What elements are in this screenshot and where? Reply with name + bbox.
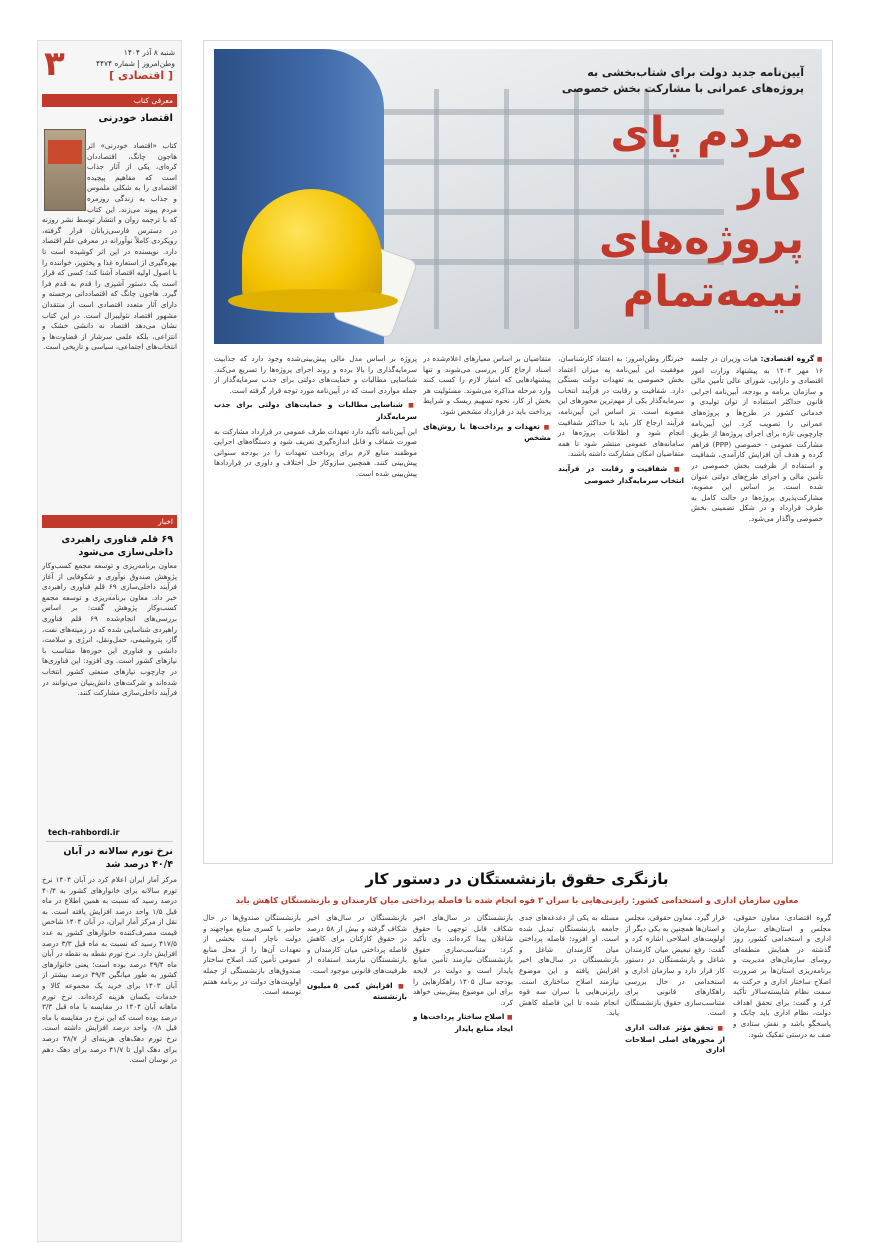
news1-text: معاون برنامه‌ریزی و توسعه مجمع کسب‌وکار پژوهش صندوق نوآوری و شکوفایی از آغاز فرآیند داخلی‌سازی ۶۹ قلم فناوری راهبردی خبر داد. معاون برنامه‌ریزی و توسعه مجمع کسب‌وکار پژوهش گفت: بر اساس بررسی‌های انجام‌شده ۶۹ قلم فناوری راهبردی شناسایی شده که در زمینه‌های نفت، گاز، پتروشیمی، حمل‌ونقل، انرژی و سلامت، دانشی و فناوری این حوزه‌ها متناسب با نیازهای کشور است. وی افزود: این فناوری‌ها در چارچوب نیازهای صنعتی کشور انتخاب شده‌اند و شرکت‌های دانش‌بنیان می‌توانند در فرآیند داخلی‌سازی مشارکت کنند. xyxy=(42,561,177,698)
section-name: [ اقتصادی ] xyxy=(109,69,173,82)
column-text: این آیین‌نامه تأکید دارد تعهدات طرف عمومی در قرارداد مشارکت به صورت شفاف و قابل اندازه‌گیری تعریف شود و دستگاه‌های اجرایی موظفند منابع لازم برای پرداخت تعهدات را در بودجه سنواتی پیش‌بینی کنند. همچنین سازوکار حل اختلاف و داوری در قراردادها پیش‌بینی شده است. xyxy=(214,426,417,478)
column-text: قرار گیرد. معاون حقوقی، مجلس و استان‌ها همچنین به یکی دیگر از اولویت‌های اصلاحی اشاره کرد و گفت: رفع تبعیض میان کارمندان شاغل و بازنشستگان در دستور کار قرار دارد و سازمان اداری و استخدامی در حال بررسی راهکارهای قانونی برای متناسب‌سازی حقوق بازنشستگان است. xyxy=(625,913,725,1018)
story-column-3 xyxy=(423,354,551,859)
story2-column-1 xyxy=(733,913,831,1238)
column-text: متقاضیان بر اساس معیارهای اعلام‌شده در اسناد ارجاع کار بررسی می‌شوند و تنها پیشنهادهایی که امتیاز لازم را کسب کنند وارد مرحله مذاکره می‌شوند. مسئولیت هر بخش از کار، نحوه تسهیم ریسک و شرایط پرداخت باید در قرارداد مشخص شود. xyxy=(423,354,551,416)
subheading: ■ شفافیت و رقابت در فرآیند انتخاب سرمایه‌گذار خصوصی xyxy=(558,464,684,486)
story2-headline: بازنگری حقوق بازنشستگان در دستور کار xyxy=(365,870,669,888)
news2-body xyxy=(42,875,177,1235)
scaffold-post xyxy=(504,89,509,329)
story2-kicker: معاون سازمان اداری و استخدامی کشور: رایزنی‌هایی با سران ۳ قوه انجام شده تا فاصله پرداختی میان کارمندان و بازنشستگان کاهش یابد xyxy=(235,895,799,905)
headline-line3: نیمه‌تمام xyxy=(622,267,804,317)
story2-column-5 xyxy=(307,913,407,1238)
column-text: بازنشستگان در سال‌های اخیر شکاف قابل توجهی با حقوق شاغلان پیدا کرده‌اند. وی تأکید کرد: متناسب‌سازی حقوق بازنشستگان نیازمند تأمین منابع پایدار است و دولت در لایحه بودجه سال ۱۴۰۵ راهکارهایی را برای این موضوع پیش‌بینی خواهد کرد. xyxy=(413,913,513,1007)
column-text: پروژه بر اساس مدل مالی پیش‌بینی‌شده وجود دارد که جذابیت سرمایه‌گذاری را بالا برده و روند اجرای پروژه‌ها را تسریع می‌کند. شناسایی مطالبات و حمایت‌های دولتی برای جذب سرمایه‌گذار از جمله مواردی است که در آیین‌نامه مورد توجه قرار گرفته است. xyxy=(214,354,417,395)
column-text: هیات وزیران در جلسه ۱۶ مهر ۱۴۰۴ به پیشنهاد وزارت امور اقتصادی و دارایی، شورای عالی تأمین مالی و سازمان برنامه و بودجه، آیین‌نامه اجرایی قانون حداکثر استفاده از توان تولیدی و خدماتی کشور در طرح‌ها و پروژه‌های عمرانی را تصویب کرد. این آیین‌نامه چارچوبی تازه برای اجرای پروژه‌ها از طریق مشارکت عمومی - خصوصی (PPP) فراهم کرده و هدف آن افزایش کارآمدی، شفافیت و استفاده از ظرفیت بخش خصوصی در تأمین مالی و اجرای طرح‌های دولتی عنوان شده است. بر اساس این مصوبه، مشارکت‌پذیری پروژه‌ها در حالت کامل به طرف قرارداد و در شکل تضمینی بخش خصوصی واگذار می‌شود. xyxy=(691,354,823,523)
date-text: شنبه ۸ آذر ۱۴۰۴ xyxy=(123,48,175,57)
subheading: ■ افزایش کمی ۵ میلیون بازنشسته xyxy=(307,981,407,1003)
page-number: ۳ xyxy=(44,44,65,84)
headline-line2: پروژه‌های xyxy=(598,214,804,264)
scaffold-post xyxy=(434,89,439,329)
subheading: ■ تعهدات و پرداخت‌ها با روش‌های مشخص xyxy=(423,422,551,444)
news2-text: مرکز آمار ایران اعلام کرد در آبان ۱۴۰۴ نرخ تورم سالانه برای خانوارهای کشور به ۴۰/۴ درصد رسید که نسبت به همین اطلاع در ماه قبل ۱/۵ واحد درصد افزایش یافته است. به نقل از مرکز آمار ایران، در آبان ۱۴۰۴ شاخص قیمت مصرف‌کننده خانوارهای کشور به عدد ۴۱۷/۵ رسید که نسبت به ماه قبل ۳/۳ درصد افزایش دارد. نرخ تورم نقطه به نقطه در آبان ماه ۴۹/۴ درصد بوده است؛ یعنی خانوارهای کشور به طور میانگین ۴۹/۴ درصد بیشتر از آبان ۱۴۰۳ برای خرید یک مجموعه کالا و خدمات یکسان هزینه کرده‌اند. نرخ تورم ماهانه آبان ۱۴۰۴ در مقایسه با ماه قبل ۳/۳ درصد بوده است که این نرخ در مقایسه با ماه قبل ۰/۸ واحد درصد افزایش داشته است. نرخ تورم دهک‌های هزینه‌ای از ۳۸/۷ درصد برای دهک اول تا ۴۱/۷ درصد برای دهک دهم در نوسان است. xyxy=(42,875,177,1065)
column-text: خبرنگار وطن‌امروز: به اعتقاد کارشناسان، موفقیت این آیین‌نامه به میزان اعتماد بخش خصوصی به تعهدات دولت بستگی دارد. شفافیت و رقابت در فرآیند انتخاب سرمایه‌گذار یکی از مهم‌ترین محورهای این مصوبه است. بر اساس این آیین‌نامه، فرآیند ارجاع کار باید با حداکثر شفافیت انجام شود و اطلاعات پروژه‌ها در سامانه‌های عمومی منتشر شود تا همه متقاضیان امکان مشارکت داشته باشند. xyxy=(558,354,684,459)
book-section-bar: معرفی کتاب xyxy=(42,94,177,107)
subheading: ■ شناسایی مطالبات و حمایت‌های دولتی برای جذب سرمایه‌گذار xyxy=(214,400,417,422)
news-section-bar: اخبار xyxy=(42,515,177,528)
story2-column-3 xyxy=(519,913,619,1238)
story2-body xyxy=(203,913,831,1238)
hard-hat-brim xyxy=(228,289,398,313)
story2-column-2 xyxy=(625,913,725,1238)
book-review-text: کتاب «اقتصاد خودرنی» اثر هاجون چانگ، اقتصاددان کره‌ای، یکی از آثار جذاب است که مفاهیم پیچیده اقتصادی را به شکلی ملموس و جذاب به زندگی روزمره مردم پیوند می‌زند. این کتاب که با ترجمه روان و انتشار توسط نشر روزنه در دسترس فارسی‌زبانان قرار گرفته، رویکردی کاملاً نوآورانه در معرفی علم اقتصاد دارد. نویسنده در این اثر کوشیده است تا بهره‌گیری از استعاره غذا و پختوپز، خواننده را با اصول اولیه اقتصاد آشنا کند؛ کسی که قرار است یک دستور آشپزی را قدم به قدم فرا گیرد. هاجون چانگ که اقتصاددانی برجسته و دارای آثار متعدد اقتصادی است از منتقدان مشهور اقتصاد نئولیبرال است. در این کتاب نشان می‌دهد اقتصاد نه دانشی خشک و انتزاعی، بلکه علمی سرشار از قضاوت‌ها و انتخاب‌های اجتماعی، سیاسی و تاریخی است. xyxy=(42,141,177,352)
story-column-2 xyxy=(558,354,684,859)
book-title: اقتصاد خودرنی xyxy=(98,113,173,124)
main-story xyxy=(203,40,833,864)
lead-label: ■ گروه اقتصادی: xyxy=(761,354,823,363)
book-cover-band xyxy=(48,140,82,164)
story-column-4 xyxy=(214,354,417,859)
story2-column-4 xyxy=(413,913,513,1238)
column-text: بازنشستگان در سال‌های اخیر شکاف گرفته و بیش از ۵۸ درصد در حقوق کارکنان برای کاهش فاصله پرداختی میان کارمندان و بازنشستگان نیازمند استفاده از ظرفیت‌های قانونی موجود است. xyxy=(307,913,407,975)
subheading: ■ اصلاح ساختار پرداخت‌ها و ایجاد منابع پایدار xyxy=(413,1012,513,1034)
story-kicker: آیین‌نامه جدید دولت برای شتاب‌بخشی به پروژه‌های عمرانی با مشارکت بخش خصوصی xyxy=(561,66,804,95)
news1-title: ۶۹ قلم فناوری راهبردی داخلی‌سازی می‌شود xyxy=(61,534,173,558)
hero-photo xyxy=(214,49,822,344)
news2-title: نرخ تورم سالانه در آبان ۴۰/۴ درصد شد xyxy=(63,846,173,870)
issue-date xyxy=(96,47,175,69)
left-sidebar xyxy=(37,40,182,1242)
column-text: گروه اقتصادی: معاون حقوقی، مجلس و استان‌های سازمان اداری و استخدامی کشور، روز گذشته در همایش منطقه‌ای روسای سازمان‌های مدیریت و برنامه‌ریزی استان‌ها بر ضرورت اصلاح ساختار اداری و حرکت به سمت نظام شایسته‌سالار تأکید کرد و گفت: برای تحقق اهداف دولت، نظام اداری باید چابک و پاسخگو باشد و نقش ستادی و صف به درستی تفکیک شود. xyxy=(733,913,831,1039)
story2-column-6 xyxy=(203,913,301,1238)
subheading: ■ تحقق مؤثر عدالت اداری از محورهای اصلی اصلاحات اداری xyxy=(625,1023,725,1056)
news1-body xyxy=(42,561,177,831)
column-text: بازنشستگان صندوق‌ها در حال حاضر با کسری منابع مواجهند و دولت ناچار است بخشی از تعهدات آن‌ها را از محل منابع عمومی تأمین کند. اصلاح ساختار صندوق‌های بازنشستگی از جمله اولویت‌های دولت در برنامه هفتم توسعه است. xyxy=(203,913,301,997)
headline-line1: مردم پای کار xyxy=(610,108,804,211)
story-headline xyxy=(544,107,804,319)
divider xyxy=(46,841,173,842)
column-text: مسئله به یکی از دغدغه‌های جدی جامعه بازنشستگان تبدیل شده است. او افزود: فاصله پرداختی میان کارمندان شاغل و بازنشستگان در سال‌های اخیر افزایش یافته و این موضوع نیازمند اصلاح ساختاری است. رایزنی‌هایی با سران سه قوه انجام شده تا این فاصله کاهش یابد. xyxy=(519,913,619,1018)
story-column-1 xyxy=(691,354,823,859)
issue-text: وطن‌امروز | شماره ۴۴۷۴ xyxy=(95,59,175,68)
website-link[interactable]: tech-rahbordi.ir xyxy=(48,828,120,837)
book-cover-image xyxy=(44,129,86,211)
